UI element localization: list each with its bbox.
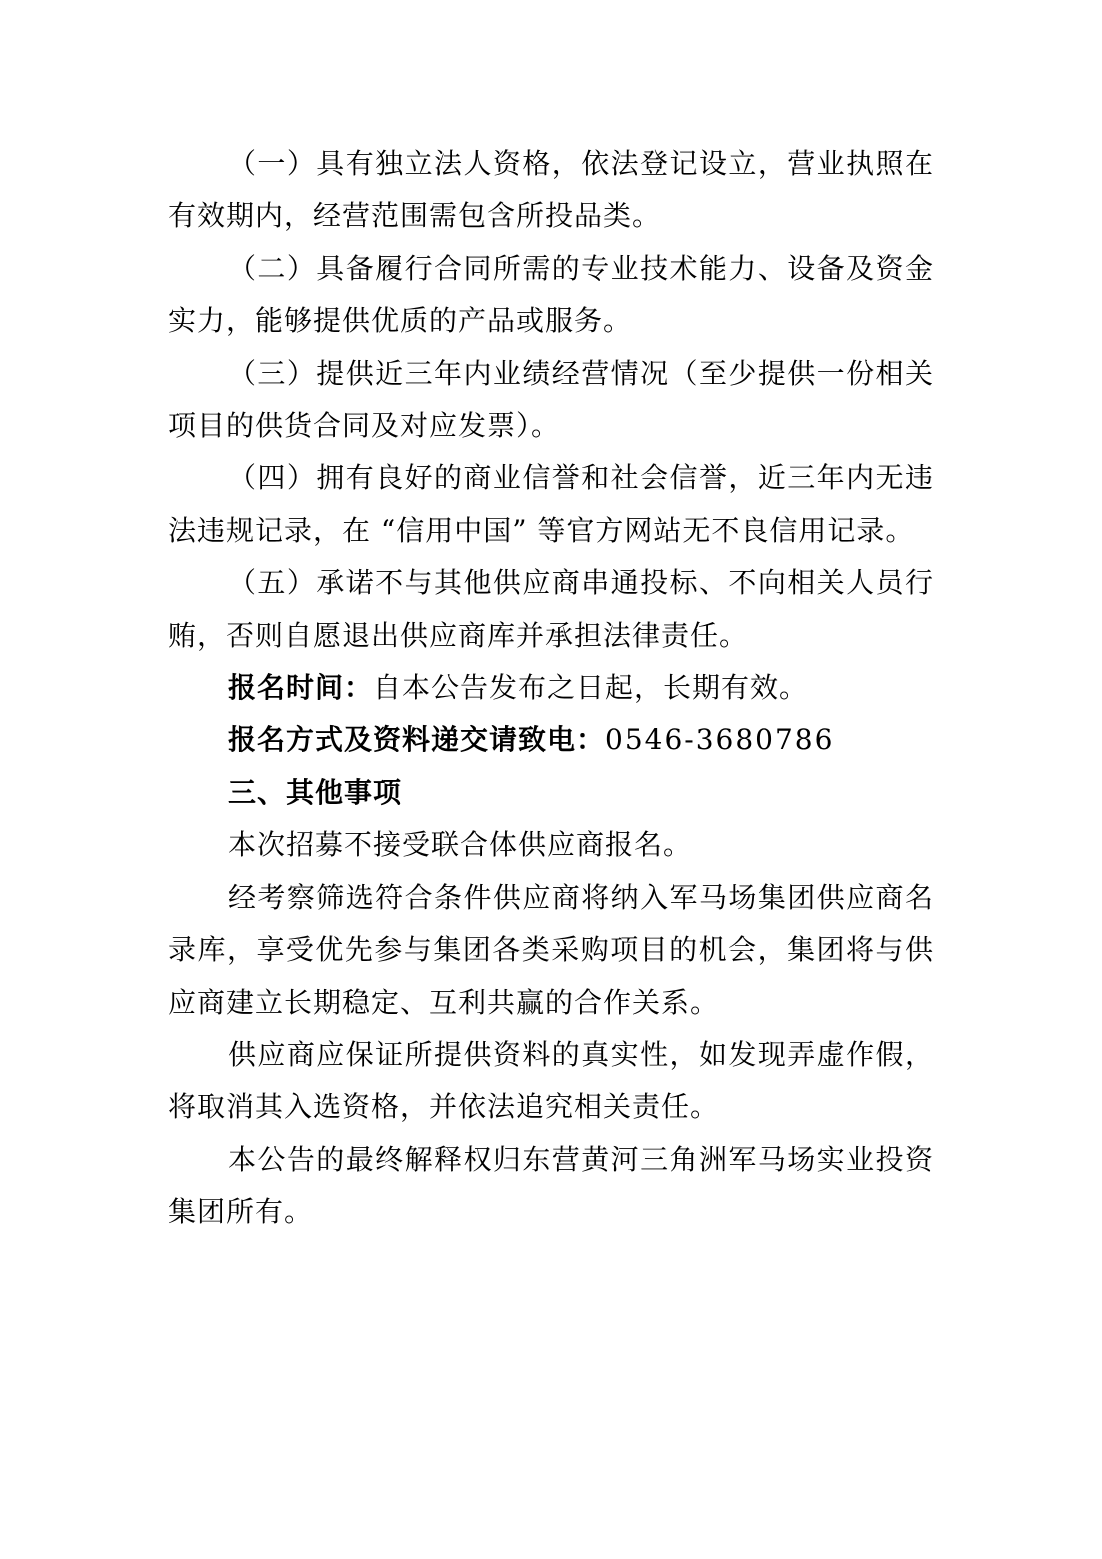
requirement-1: （一）具有独立法人资格，依法登记设立，营业执照在有效期内，经营范围需包含所投品类。 [168,147,934,233]
section-heading-other [168,767,934,819]
other-paragraph-3: 供应商应保证所提供资料的真实性，如发现弄虚作假，将取消其入选资格，并依法追究相关责任。 [168,1037,934,1124]
registration-time-value: 自本公告发布之日起，长期有效。 [373,671,809,705]
registration-method-label: 报名方式及资料递交请致电： [228,723,606,757]
contact-phone: 0546-3680786 [605,723,835,757]
other-paragraph-1: 本次招募不接受联合体供应商报名。 [228,828,693,862]
requirement-2: （二）具备履行合同所需的专业技术能力、设备及资金实力，能够提供优质的产品或服务。 [168,251,934,338]
requirement-3: （三）提供近三年内业绩经营情况（至少提供一份相关项目的供货合同及对应发票）。 [168,356,934,443]
document-page [168,138,934,1239]
registration-method [168,714,934,766]
requirement-5: （五）承诺不与其他供应商串通投标、不向相关人员行贿，否则自愿退出供应商库并承担法律责任。 [168,566,934,652]
other-paragraph-4: 本公告的最终解释权归东营黄河三角洲军马场实业投资集团所有。 [168,1142,934,1229]
requirement-4: （四）拥有良好的商业信誉和社会信誉，近三年内无违法违规记录，在 “信用中国” 等官方网站无不良信用记录。 [168,461,934,547]
section-heading-other-text: 三、其他事项 [228,775,403,809]
registration-time [168,662,934,714]
registration-time-label: 报名时间： [228,671,374,705]
other-paragraph-2: 经考察筛选符合条件供应商将纳入军马场集团供应商名录库，享受优先参与集团各类采购项目的机会，集团将与供应商建立长期稳定、互利共赢的合作关系。 [168,880,934,1019]
